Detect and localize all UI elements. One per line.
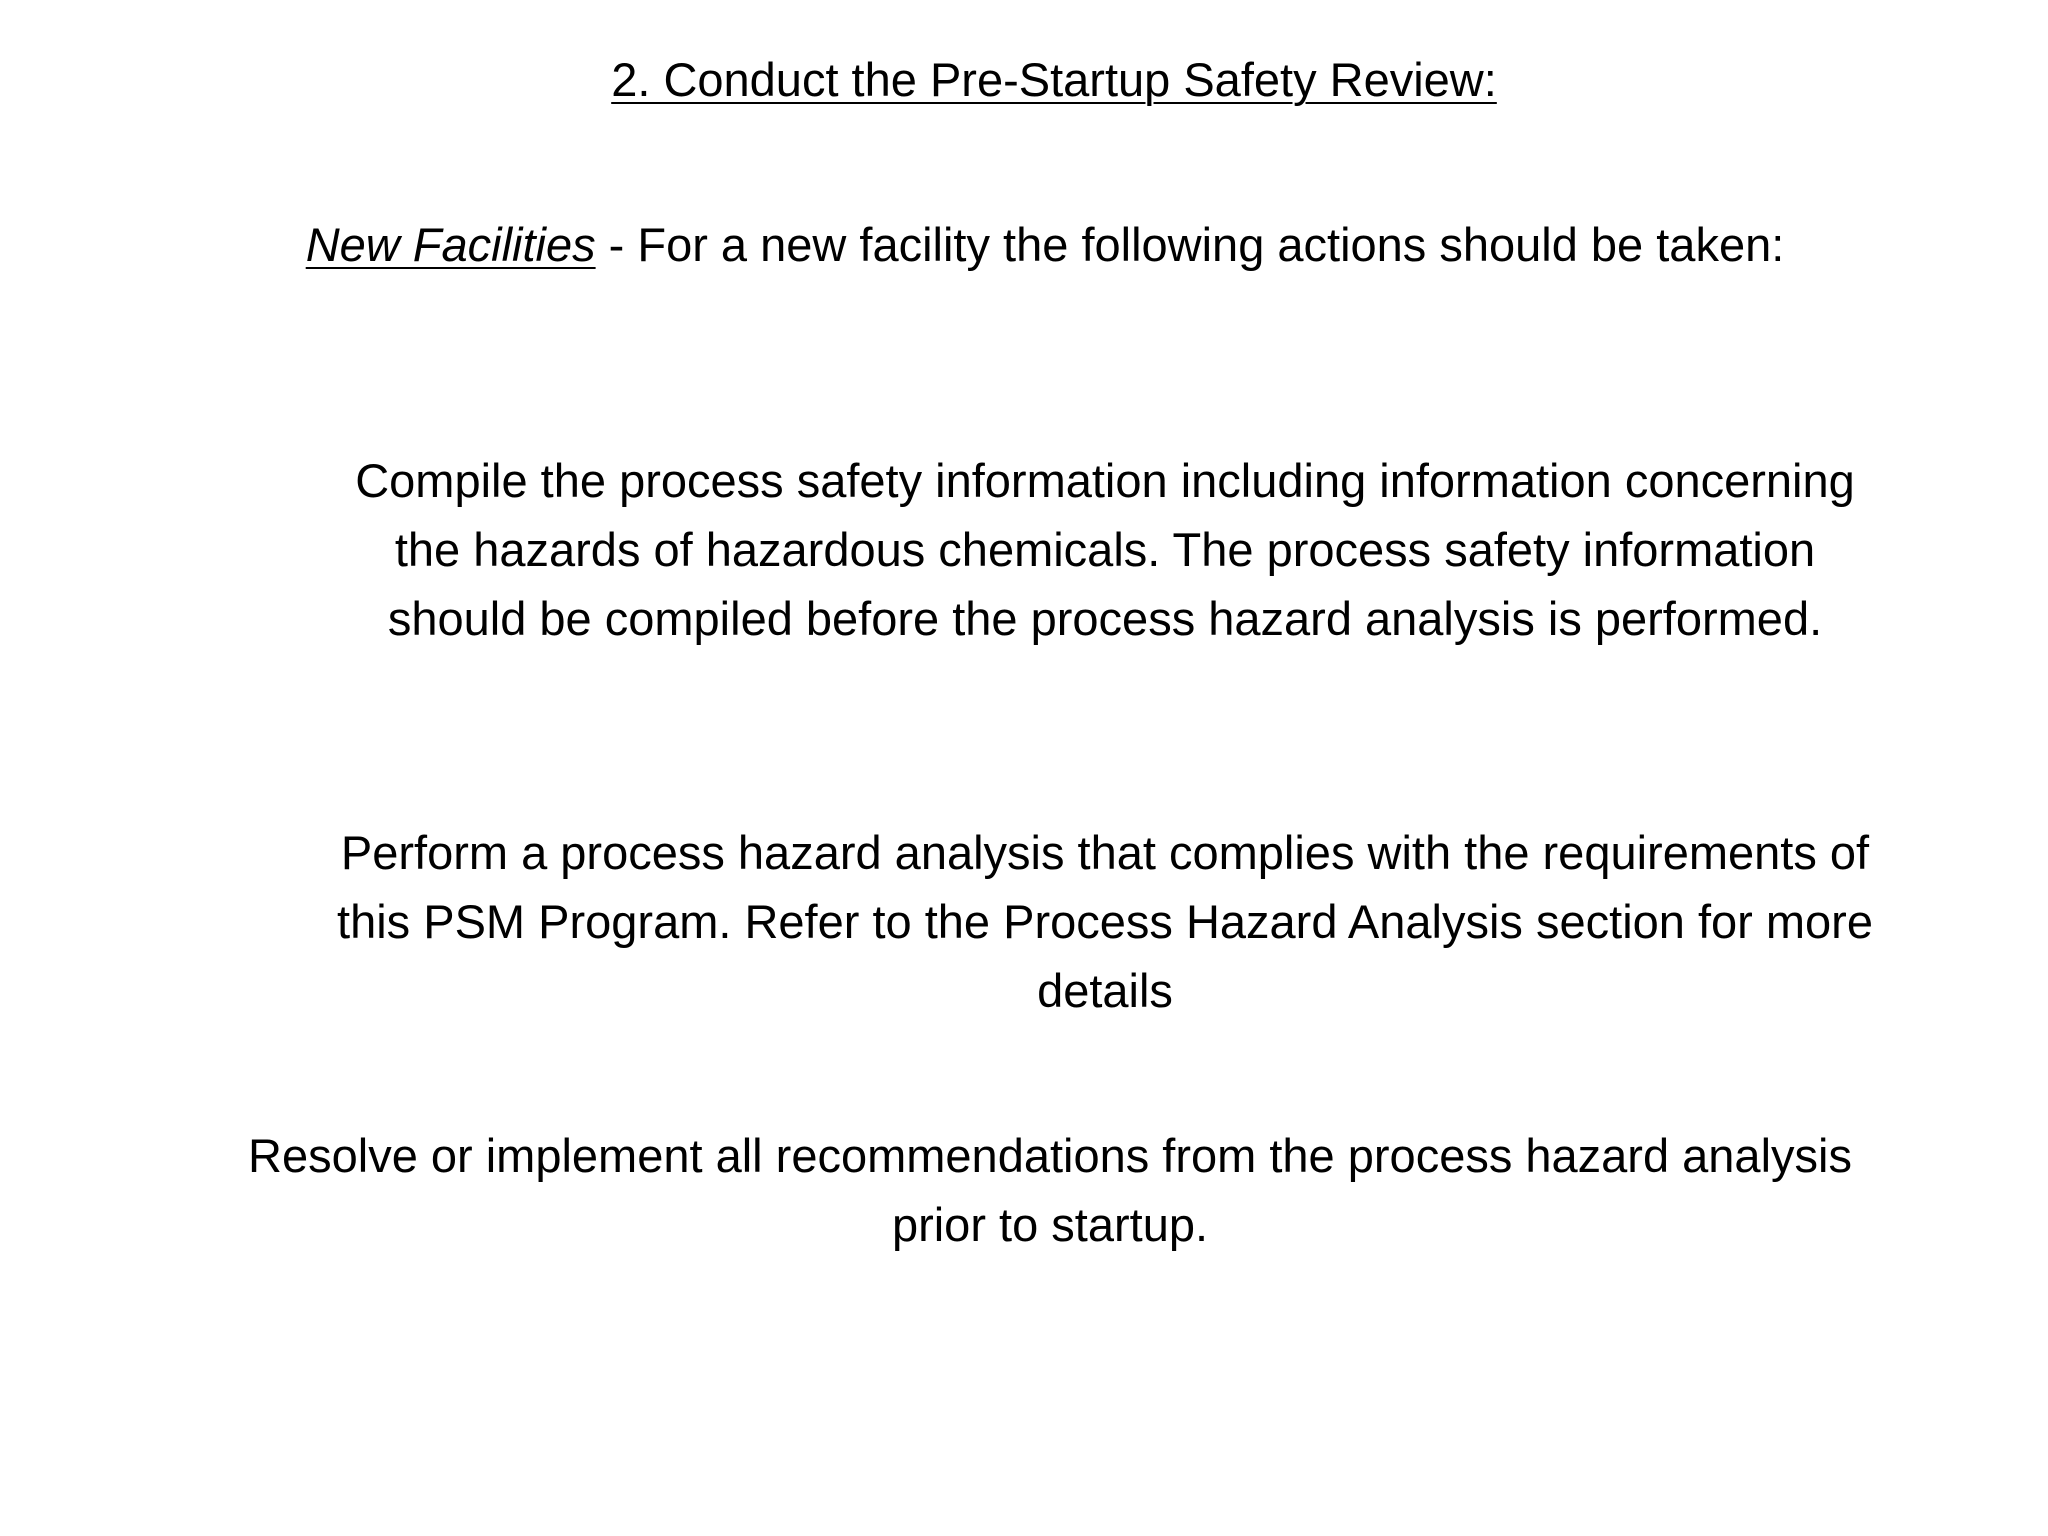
action-item-resolve-recommendations: Resolve or implement all recommendations from the process hazard analysis prior to startup.	[248, 1129, 1852, 1251]
intro-text: - For a new facility the following actions should be taken:	[595, 218, 1785, 271]
slide-title: 2. Conduct the Pre-Startup Safety Review:	[611, 53, 1497, 106]
intro-paragraph	[280, 211, 1810, 279]
action-item-compile-psi: Compile the process safety information including information concerning the hazards of hazardous chemicals. The process safety information should be compiled before the process hazard analysis is performed.	[355, 454, 1855, 645]
new-facilities-label: New Facilities	[305, 218, 596, 271]
action-item-perform-pha: Perform a process hazard analysis that complies with the requirements of this PSM Program. Refer to the Process Hazard Analysis section for more details	[337, 826, 1873, 1017]
